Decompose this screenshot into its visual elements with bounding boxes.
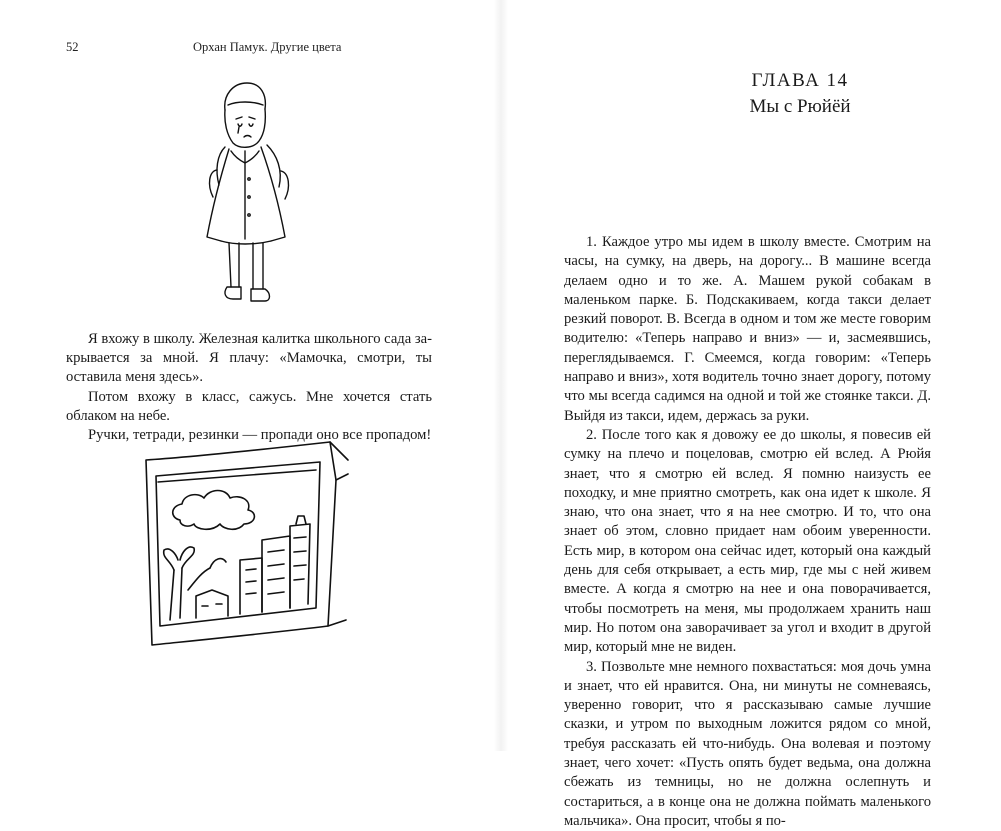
- paragraph: Ручки, тетради, резинки — пропади оно все пропадом!: [88, 427, 432, 444]
- running-title: Орхан Памук. Другие цвета: [193, 40, 342, 54]
- chapter-label: ГЛАВА 14: [751, 70, 849, 91]
- right-page-text: [564, 233, 931, 831]
- paragraph: Потом вхожу в класс, сажусь. Мне хочется стать облаком на небе.: [66, 388, 432, 424]
- paragraph: Я вхожу в школу. Железная калитка школьного сада закрывается за мной. Я плачу: «Мамочка, смотри, ты оставила меня здесь».: [66, 331, 432, 386]
- page-number: 52: [66, 40, 79, 54]
- chapter-title: Мы с Рюйёй: [749, 96, 851, 117]
- left-page: [0, 0, 500, 751]
- right-page: [500, 0, 1001, 829]
- paragraph: 3. Позвольте мне немного похвастаться: моя дочь умна и знает, что ей нравится. Она, ни минуты не сомневаясь, уверенно говорит, что я рассказываю самые лучшие сказки, и утром по выходным ложится рядом со мной, требуя рассказать ей что-нибудь. Она волевая и поэтому знает, чего хочет: «Пусть опять будет ведьма, она должна сбежать из темницы, но не должна ослепнуть и состариться, а в конце она не должна поймать маленького мальчика». Она просит, чтобы я по-: [564, 658, 931, 829]
- chapter-heading: [670, 68, 930, 120]
- girl-with-backpack-drawing: [195, 75, 305, 320]
- classroom-window-drawing: [140, 440, 350, 655]
- paragraph: 2. После того как я довожу ее до школы, я повесив ей сумку на плечо и поцеловав, смотрю ей вслед. А Рюйя знает, что я смотрю ей вслед. Я помню наизусть ее походку, и мне приятно смотреть, как она идет к школе. Я знаю, что она знает, что я на нее смотрю. И то, что она знает об этом, словно придает нам обоим уверенности. Есть мир, в котором она сейчас идет, который она каждый день для себя открывает, а есть мир, где мы с ней живем вместе. А когда я смотрю на нее и она поворачивается, чтобы посмотреть на меня, мы продолжаем хранить наш мир. Но потом она заворачивает за угол и входит в другой мир, который мне не виден.: [564, 426, 931, 656]
- paragraph: 1. Каждое утро мы идем в школу вместе. Смотрим на часы, на сумку, на дверь, на дорогу... В машине всегда делаем одно и то же. А. Машем рукой собакам в маленьком парке. Б. Подскакиваем, когда такси делает резкий поворот. В. Всегда в одном и том же месте говорим водителю: «Теперь направо и вниз» — и, засмеявшись, переглядываемся. Г. Смеемся, когда говорим: «Теперь направо и вниз», хотя водитель точно знает дорогу, потому что мы всегда садимся на одной и той же стоянке такси. Д. Выйдя из такси, идем, держась за руки.: [564, 234, 931, 424]
- left-page-text: [66, 330, 432, 445]
